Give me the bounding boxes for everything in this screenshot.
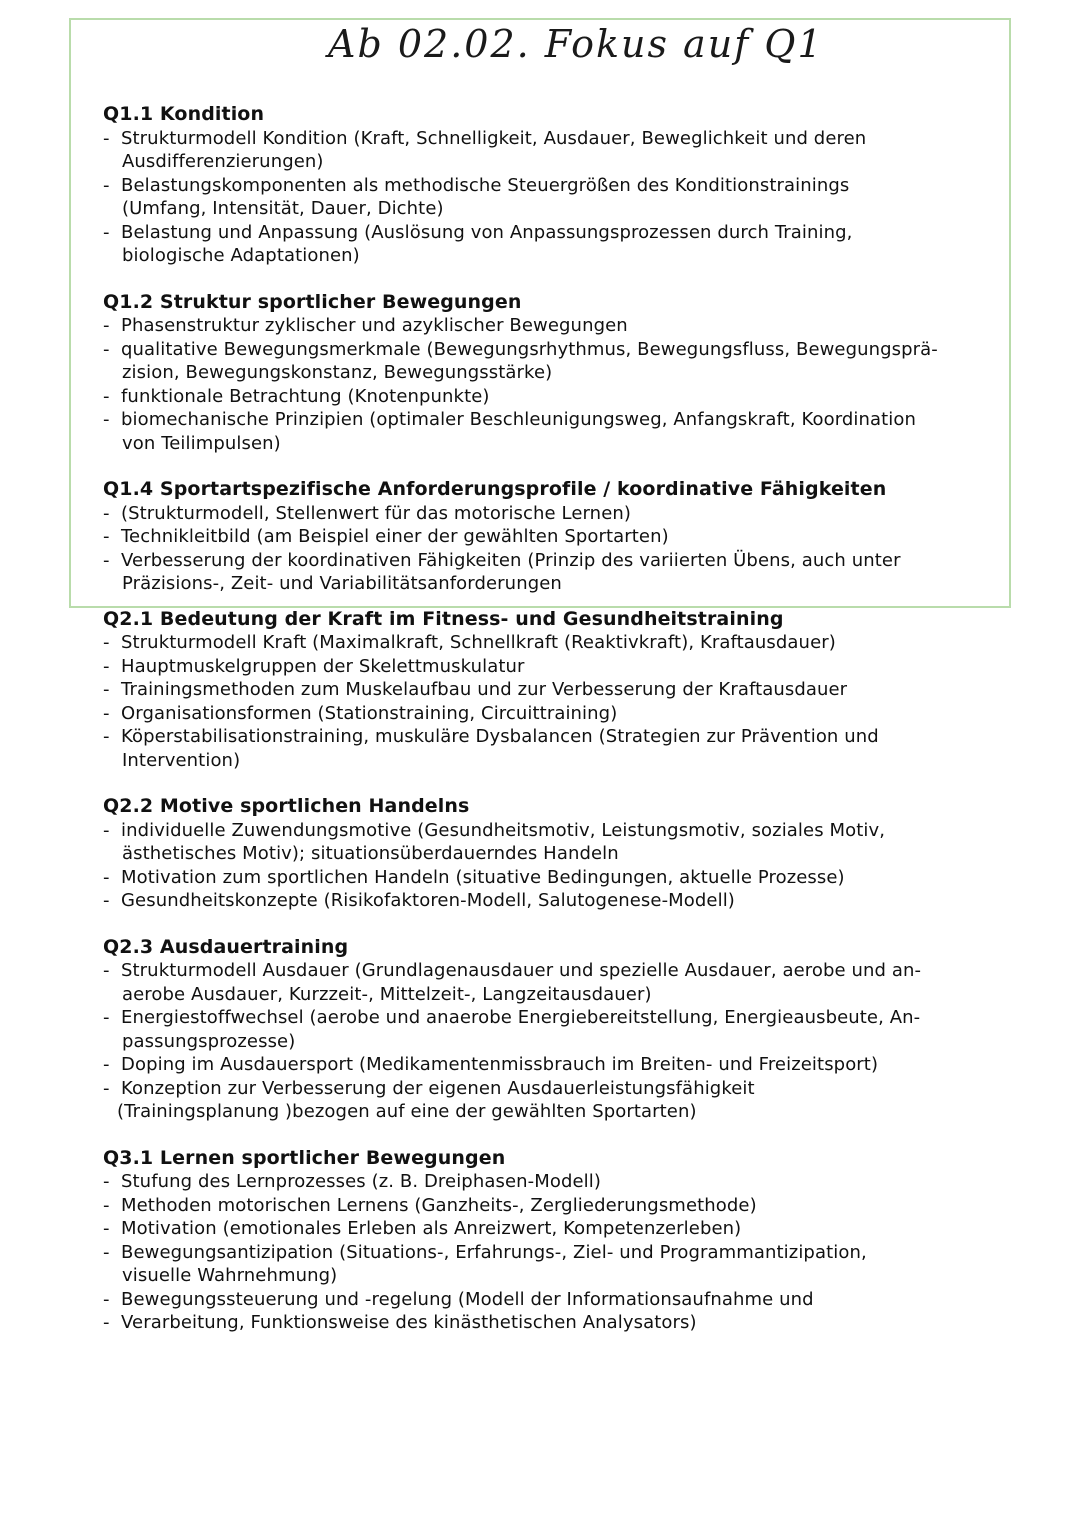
list-item	[103, 819, 1003, 866]
list-item	[103, 127, 1003, 174]
list-item	[103, 889, 1003, 913]
bullet-dash: -	[103, 866, 110, 888]
item-text: Verarbeitung, Funktionsweise des kinästhetischen Analysators)	[121, 1312, 697, 1333]
item-text: Methoden motorischen Lernens (Ganzheits-, Zergliederungsmethode)	[121, 1194, 757, 1216]
list-item	[103, 1006, 1003, 1053]
list-item	[103, 1170, 1003, 1194]
item-text: Strukturmodell Kondition (Kraft, Schnelligkeit, Ausdauer, Beweglichkeit und deren	[121, 127, 867, 149]
list-item	[103, 1217, 1003, 1241]
list-item	[103, 174, 1003, 221]
bullet-dash: -	[103, 632, 110, 653]
item-text: Doping im Ausdauersport (Medikamentenmissbrauch im Breiten- und Freizeitsport)	[121, 1054, 879, 1075]
section-heading: Q2.1 Bedeutung der Kraft im Fitness- und Gesundheitstraining	[103, 607, 784, 630]
item-text: Bewegungssteuerung und -regelung (Modell der Informationsaufnahme und	[121, 1288, 814, 1310]
list-item	[103, 502, 1003, 526]
item-text: Belastungskomponenten als methodische Steuergrößen des Konditionstrainings	[121, 174, 850, 196]
list-item	[103, 549, 1003, 596]
item-text: qualitative Bewegungsmerkmale (Bewegungsrhythmus, Bewegungsfluss, Bewegungsprä-	[121, 338, 938, 360]
list-item	[103, 866, 1003, 890]
topic-section	[103, 795, 1003, 913]
list-item	[103, 1288, 1003, 1312]
list-item	[103, 725, 1003, 772]
bullet-dash: -	[103, 549, 110, 571]
bullet-dash: -	[103, 1054, 110, 1075]
item-text: Technikleitbild (am Beispiel einer der gewählten Sportarten)	[121, 526, 669, 547]
bullet-dash: -	[103, 526, 110, 547]
topic-section	[103, 1147, 1003, 1335]
item-text: Konzeption zur Verbesserung der eigenen Ausdauerleistungsfähigkeit	[121, 1077, 755, 1099]
bullet-dash: -	[103, 726, 110, 747]
bullet-dash: -	[103, 174, 110, 196]
item-text-continued: passungsprozesse)	[122, 1030, 296, 1052]
bullet-dash: -	[103, 502, 110, 524]
bullet-dash: -	[103, 1171, 110, 1192]
item-text: Strukturmodell Kraft (Maximalkraft, Schnellkraft (Reaktivkraft), Kraftausdauer)	[121, 632, 836, 653]
list-item	[103, 1053, 1003, 1077]
list-item	[103, 1077, 1003, 1124]
section-heading: Q2.3 Ausdauertraining	[103, 935, 349, 958]
topic-section	[103, 936, 1003, 1124]
bullet-dash: -	[103, 315, 110, 336]
item-text-continued: visuelle Wahrnehmung)	[122, 1265, 338, 1286]
item-text-continued: aerobe Ausdauer, Kurzzeit-, Mittelzeit-, Langzeitausdauer)	[122, 983, 652, 1005]
item-text: Organisationsformen (Stationstraining, Circuittraining)	[121, 702, 618, 724]
list-item	[103, 655, 1003, 679]
list-item	[103, 702, 1003, 726]
bullet-dash: -	[103, 127, 110, 149]
item-text-continued: Präzisions-, Zeit- und Variabilitätsanforderungen	[122, 573, 562, 594]
item-text: Hauptmuskelgruppen der Skelettmuskulatur	[121, 655, 525, 677]
item-text: Bewegungsantizipation (Situations-, Erfahrungs-, Ziel- und Programmantizipation,	[121, 1241, 867, 1263]
item-text: funktionale Betrachtung (Knotenpunkte)	[121, 385, 490, 407]
bullet-dash: -	[103, 385, 110, 407]
item-text: individuelle Zuwendungsmotive (Gesundheitsmotiv, Leistungsmotiv, soziales Motiv,	[121, 819, 886, 841]
list-item	[103, 221, 1003, 268]
list-item	[103, 1241, 1003, 1288]
bullet-dash: -	[103, 819, 110, 841]
list-item	[103, 631, 1003, 655]
section-heading: Q3.1 Lernen sportlicher Bewegungen	[103, 1146, 506, 1169]
bullet-dash: -	[103, 1288, 110, 1310]
list-item	[103, 408, 1003, 455]
item-text: Phasenstruktur zyklischer und azyklischer Bewegungen	[121, 315, 628, 336]
list-item	[103, 314, 1003, 338]
list-item	[103, 678, 1003, 702]
topic-section	[103, 291, 1003, 456]
bullet-dash: -	[103, 1218, 110, 1239]
item-text: Trainingsmethoden zum Muskelaufbau und zur Verbesserung der Kraftausdauer	[121, 679, 848, 700]
topic-list	[103, 103, 1003, 1358]
section-heading: Q1.4 Sportartspezifische Anforderungsprofile / koordinative Fähigkeiten	[103, 478, 887, 500]
item-text-continued: von Teilimpulsen)	[122, 432, 281, 454]
item-text-continued: ästhetisches Motiv); situationsüberdauerndes Handeln	[122, 843, 619, 864]
bullet-dash: -	[103, 1077, 110, 1099]
bullet-dash: -	[103, 1194, 110, 1216]
item-text: Stufung des Lernprozesses (z. B. Dreiphasen-Modell)	[121, 1171, 601, 1192]
topic-section	[103, 478, 1003, 596]
bullet-dash: -	[103, 890, 110, 911]
bullet-dash: -	[103, 960, 110, 981]
item-text: (Strukturmodell, Stellenwert für das motorische Lernen)	[121, 502, 632, 524]
bullet-dash: -	[103, 702, 110, 724]
topic-section	[103, 608, 1003, 773]
item-text-continued: (Umfang, Intensität, Dauer, Dichte)	[122, 198, 444, 219]
list-item	[103, 959, 1003, 1006]
bullet-dash: -	[103, 1241, 110, 1263]
item-text: Belastung und Anpassung (Auslösung von Anpassungsprozessen durch Training,	[121, 221, 853, 243]
section-heading: Q1.2 Struktur sportlicher Bewegungen	[103, 290, 522, 313]
item-text: Köperstabilisationstraining, muskuläre Dysbalancen (Strategien zur Prävention und	[121, 726, 879, 747]
topic-section	[103, 103, 1003, 268]
bullet-dash: -	[103, 679, 110, 700]
bullet-dash: -	[103, 1007, 110, 1028]
item-text: Energiestoffwechsel (aerobe und anaerobe Energiebereitstellung, Energieausbeute, An-	[121, 1007, 921, 1028]
list-item	[103, 1194, 1003, 1218]
handwritten-note: Ab 02.02. Fokus auf Q1	[328, 22, 824, 66]
bullet-dash: -	[103, 221, 110, 243]
item-text: Gesundheitskonzepte (Risikofaktoren-Modell, Salutogenese-Modell)	[121, 890, 735, 911]
item-text: Strukturmodell Ausdauer (Grundlagenausdauer und spezielle Ausdauer, aerobe und an-	[121, 960, 922, 981]
item-text-continued: Intervention)	[122, 749, 241, 771]
item-text-continued: biologische Adaptationen)	[122, 245, 360, 266]
list-item	[103, 1311, 1003, 1335]
list-item	[103, 338, 1003, 385]
item-text: Motivation (emotionales Erleben als Anreizwert, Kompetenzerleben)	[121, 1218, 742, 1239]
item-text: Motivation zum sportlichen Handeln (situative Bedingungen, aktuelle Prozesse)	[121, 866, 845, 888]
item-text-continued: (Trainingsplanung )bezogen auf eine der gewählten Sportarten)	[117, 1101, 697, 1122]
list-item	[103, 385, 1003, 409]
bullet-dash: -	[103, 409, 110, 430]
item-text: Verbesserung der koordinativen Fähigkeiten (Prinzip des variierten Übens, auch unter	[121, 549, 901, 571]
bullet-dash: -	[103, 1312, 110, 1333]
bullet-dash: -	[103, 338, 110, 360]
bullet-dash: -	[103, 655, 110, 677]
item-text: biomechanische Prinzipien (optimaler Beschleunigungsweg, Anfangskraft, Koordination	[121, 409, 917, 430]
list-item	[103, 525, 1003, 549]
item-text-continued: Ausdifferenzierungen)	[122, 151, 324, 172]
item-text-continued: zision, Bewegungskonstanz, Bewegungsstärke)	[122, 362, 553, 383]
section-heading: Q2.2 Motive sportlichen Handelns	[103, 795, 470, 817]
section-heading: Q1.1 Kondition	[103, 103, 265, 125]
